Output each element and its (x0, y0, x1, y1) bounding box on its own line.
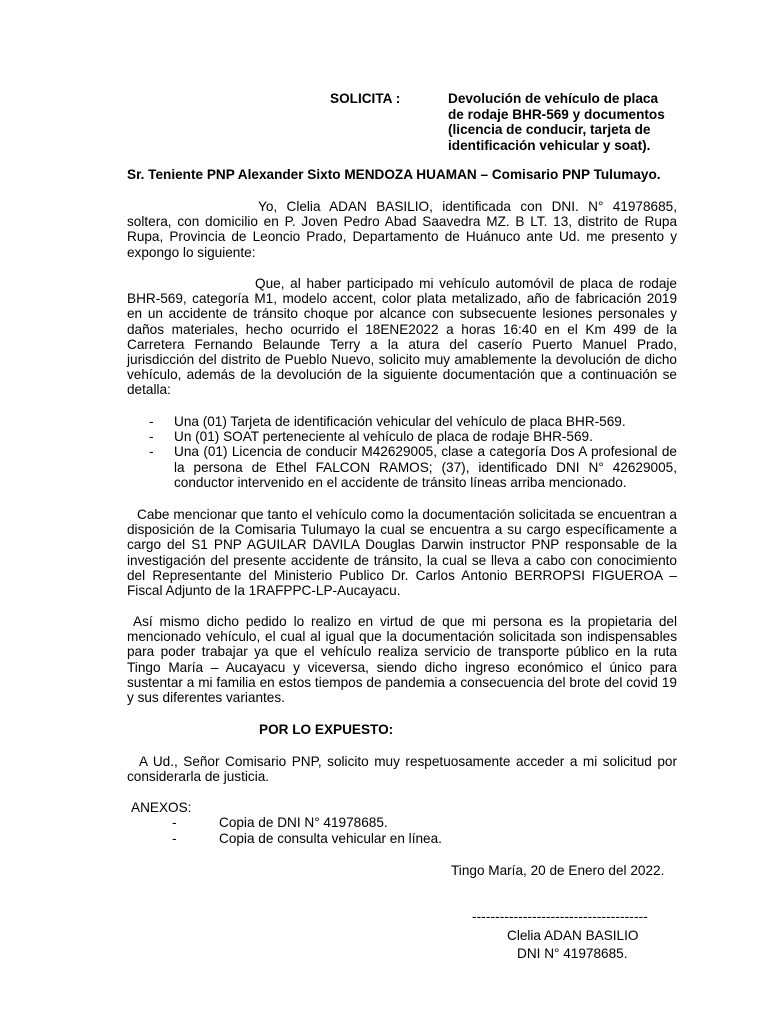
closing-paragraph: A Ud., Señor Comisario PNP, solicito muy respetuosamente acceder a mi solicitud por considerarla de justicia. (127, 754, 677, 785)
list-item-text: Una (01) Licencia de conducir M42629005, clase a categoría Dos A profesional de la persona de Ethel FALCON RAMOS; (37), identificado DNI N° 42629005, conductor intervenido en el accidente de tránsito líneas arriba mencionado. (174, 444, 677, 490)
annex-list (172, 815, 442, 847)
subject-line: (licencia de conducir, tarjeta de (448, 122, 651, 138)
list-item (149, 444, 677, 490)
subject-line: Devolución de vehículo de placa (448, 91, 659, 106)
list-item (149, 429, 677, 444)
list-dash: - (149, 429, 154, 445)
signer-name: Clelia ADAN BASILIO (507, 928, 639, 943)
document-list (149, 414, 677, 490)
annex-item-text: Copia de DNI N° 41978685. (219, 815, 388, 830)
subject-line: de rodaje BHR-569 y documentos (448, 106, 665, 122)
annex-dash: - (172, 815, 177, 830)
signature-line: -------------------------------------- (472, 909, 648, 924)
annex-item-text: Copia de consulta vehicular en línea. (219, 831, 442, 846)
intro-paragraph: Yo, Clelia ADAN BASILIO, identificada con DNI. N° 41978685, soltera, con domicilio en P. Joven Pedro Abad Saavedra MZ. B LT. 13, distrito de Rupa Rupa, Provincia de Leoncio Prado, Departamento de Huánuco ante Ud. me presento y expongo lo siguiente: (127, 199, 677, 260)
list-item-text: Una (01) Tarjeta de identificación vehicular del vehículo de placa BHR-569. (174, 414, 626, 429)
list-item (149, 414, 677, 429)
section-heading: POR LO EXPUESTO: (259, 722, 394, 737)
custody-paragraph: Cabe mencionar que tanto el vehículo como la documentación solicitada se encuentran a disposición de la Comisaria Tulumayo la cual se encuentra a su cargo específicamente a cargo del S1 PNP AGUILAR DAVILA Douglas Darwin instructor PNP responsable de la investigación del presente accidente de tránsito, la cual se lleva a cabo con conocimiento del Representante del Ministerio Publico Dr. Carlos Antonio BERROPSI FIGUEROA – Fiscal Adjunto de la 1RAFPPC-LP-Aucayacu. (127, 507, 677, 599)
list-dash: - (149, 414, 154, 429)
addressee: Sr. Teniente PNP Alexander Sixto MENDOZA HUAMAN – Comisario PNP Tulumayo. (127, 167, 661, 182)
annex-item (172, 815, 442, 831)
signer-dni: DNI N° 41978685. (517, 946, 628, 961)
ownership-paragraph: Así mismo dicho pedido lo realizo en virtud de que mi persona es la propietaria del mencionado vehículo, el cual al igual que la documentación solicitada son indispensables para poder trabajar ya que el vehículo realiza servicio de transporte público en la ruta Tingo María – Aucayacu y viceversa, siendo dicho ingreso económico el único para sustentar a mi familia en estos tiempos de pandemia a consecuencia del brote del covid 19 y sus diferentes variantes. (127, 614, 677, 706)
date-line: Tingo María, 20 de Enero del 2022. (451, 863, 665, 878)
subject-text (448, 91, 676, 153)
subject-label: SOLICITA : (330, 91, 401, 106)
subject-line: identificación vehicular y soat). (448, 137, 651, 153)
request-paragraph: Que, al haber participado mi vehículo automóvil de placa de rodaje BHR-569, categoría M1, modelo accent, color plata metalizado, año de fabricación 2019 en un accidente de tránsito choque por alcance con subsecuente lesiones personales y daños materiales, hecho ocurrido el 18ENE2022 a horas 16:40 en el Km 499 de la Carretera Fernando Belaunde Terry a la atura del caserío Puerto Manuel Prado, jurisdicción del distrito de Pueblo Nuevo, solicito muy amablemente la devolución de dicho vehículo, además de la devolución de la siguiente documentación que a continuación se detalla: (127, 276, 677, 398)
annex-dash: - (172, 831, 177, 846)
annex-title: ANEXOS: (131, 800, 192, 815)
list-item-text: Un (01) SOAT perteneciente al vehículo de placa de rodaje BHR-569. (174, 429, 593, 445)
list-dash: - (149, 444, 154, 460)
annex-item (172, 831, 442, 847)
